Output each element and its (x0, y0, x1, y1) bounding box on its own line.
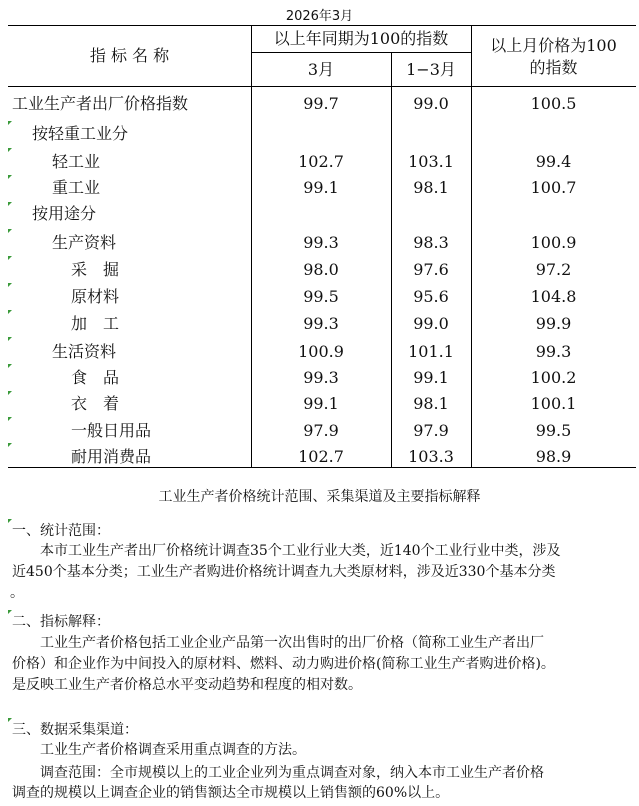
cell-month: 99.7 (303, 94, 339, 113)
cell-mom: 100.2 (530, 368, 577, 387)
cell-ytd: 103.3 (408, 447, 454, 466)
cell-mom: 99.3 (535, 342, 572, 361)
cell-marker-icon (8, 337, 12, 341)
cell-marker-icon (8, 175, 12, 179)
header-col-month: 3月 (307, 60, 335, 79)
cell-month: 98.0 (303, 260, 339, 279)
section-3-line-2: 调查范围：全市规模以上的工业企业列为重点调查对象，纳入本市工业生产者价格 (40, 765, 544, 781)
section-1-line-3: 。 (10, 585, 24, 601)
cell-ytd: 103.1 (408, 152, 454, 171)
section-1-line-1: 本市工业生产者出厂价格统计调查35个工业行业大类，近140个工业行业中类，涉及 (40, 543, 561, 559)
cell-marker-icon (8, 121, 12, 125)
cell-mom: 99.4 (535, 152, 572, 171)
cell-month: 100.9 (298, 342, 344, 361)
cell-marker-icon (8, 256, 12, 260)
cell-month: 99.3 (303, 314, 339, 333)
row-label: 衣 着 (71, 394, 120, 413)
cell-marker-icon (8, 443, 12, 447)
cell-marker-icon (8, 391, 12, 395)
cell-ytd: 99.0 (413, 314, 449, 333)
row-label: 生产资料 (52, 233, 117, 252)
section-3-line-3: 调查的规模以上调查企业的销售额达全市规模以上销售额的60%以上。 (12, 785, 450, 801)
row-label: 一般日用品 (71, 421, 152, 440)
section-1-title: 一、统计范围： (12, 523, 110, 539)
cell-mom: 98.9 (535, 447, 572, 466)
cell-mom: 100.7 (530, 178, 577, 197)
row-label: 生活资料 (52, 342, 117, 361)
row-label: 重工业 (52, 178, 101, 197)
cell-month: 99.1 (303, 394, 339, 413)
row-label: 耐用消费品 (71, 447, 152, 466)
cell-marker-icon (8, 202, 12, 206)
table-bottom-border (8, 467, 636, 468)
cell-marker-icon (8, 364, 12, 368)
cell-mom: 100.1 (530, 394, 577, 413)
cell-month: 99.1 (303, 178, 339, 197)
table-top-border (8, 25, 636, 26)
row-label: 按用途分 (32, 204, 97, 223)
cell-mom: 100.5 (530, 94, 577, 113)
row-label: 加 工 (71, 314, 120, 333)
cell-mom: 99.5 (535, 421, 572, 440)
cell-marker-icon (8, 310, 12, 314)
yoy-group-divider (251, 52, 471, 53)
cell-marker-icon (8, 283, 12, 287)
header-col-ytd: 1−3月 (406, 60, 456, 79)
cell-ytd: 98.1 (413, 394, 449, 413)
cell-mom: 100.9 (530, 233, 577, 252)
section-2-title: 二、指标解释： (12, 614, 110, 630)
header-bottom-border (8, 86, 636, 87)
cell-ytd: 98.1 (413, 178, 449, 197)
section-2-line-1: 工业生产者价格包括工业企业产品第一次出售时的出厂价格（简称工业生产者出厂 (40, 635, 544, 651)
section-2-line-3: 是反映工业生产者价格总水平变动趋势和程度的相对数。 (12, 677, 362, 693)
cell-ytd: 98.3 (413, 233, 449, 252)
header-col-mom-line1: 以上月价格为100 (490, 36, 617, 55)
cell-ytd: 97.9 (413, 421, 449, 440)
header-indicator-name: 指 标 名 称 (89, 46, 170, 65)
row-label: 食 品 (71, 368, 120, 387)
section-1-line-2: 近450个基本分类；工业生产者购进价格统计调查九大类原材料，涉及近330个基本分类 (12, 564, 556, 580)
cell-month: 99.5 (303, 287, 339, 306)
cell-ytd: 95.6 (413, 287, 449, 306)
cell-month: 102.7 (298, 152, 344, 171)
cell-ytd: 99.1 (413, 368, 449, 387)
notes-title: 工业生产者价格统计范围、采集渠道及主要指标解释 (158, 489, 481, 505)
report-date: 2026年3月 (285, 9, 354, 24)
cell-ytd: 97.6 (413, 260, 449, 279)
cell-mom: 104.8 (530, 287, 577, 306)
section-3-title: 三、数据采集渠道： (12, 722, 138, 738)
cell-ytd: 101.1 (408, 342, 454, 361)
cell-month: 99.3 (303, 368, 339, 387)
cell-mom: 97.2 (535, 260, 572, 279)
section-3-line-1: 工业生产者价格调查采用重点调查的方法。 (40, 742, 306, 758)
row-label: 原材料 (71, 287, 120, 306)
cell-month: 99.3 (303, 233, 339, 252)
cell-month: 97.9 (303, 421, 339, 440)
cell-marker-icon (8, 148, 12, 152)
cell-month: 102.7 (298, 447, 344, 466)
row-label: 按轻重工业分 (32, 124, 129, 143)
cell-ytd: 99.0 (413, 94, 449, 113)
cell-mom: 99.9 (535, 314, 572, 333)
row-label: 工业生产者出厂价格指数 (12, 94, 189, 113)
cell-marker-icon (8, 417, 12, 421)
row-label: 轻工业 (52, 152, 101, 171)
cell-marker-icon (8, 229, 12, 233)
header-col-mom-line2: 的指数 (529, 58, 578, 77)
section-2-line-2: 价格）和企业作为中间投入的原材料、燃料、动力购进价格(简称工业生产者购进价格)。 (12, 656, 555, 672)
row-label: 采 掘 (71, 260, 120, 279)
header-yoy-group: 以上年同期为100的指数 (273, 29, 449, 48)
